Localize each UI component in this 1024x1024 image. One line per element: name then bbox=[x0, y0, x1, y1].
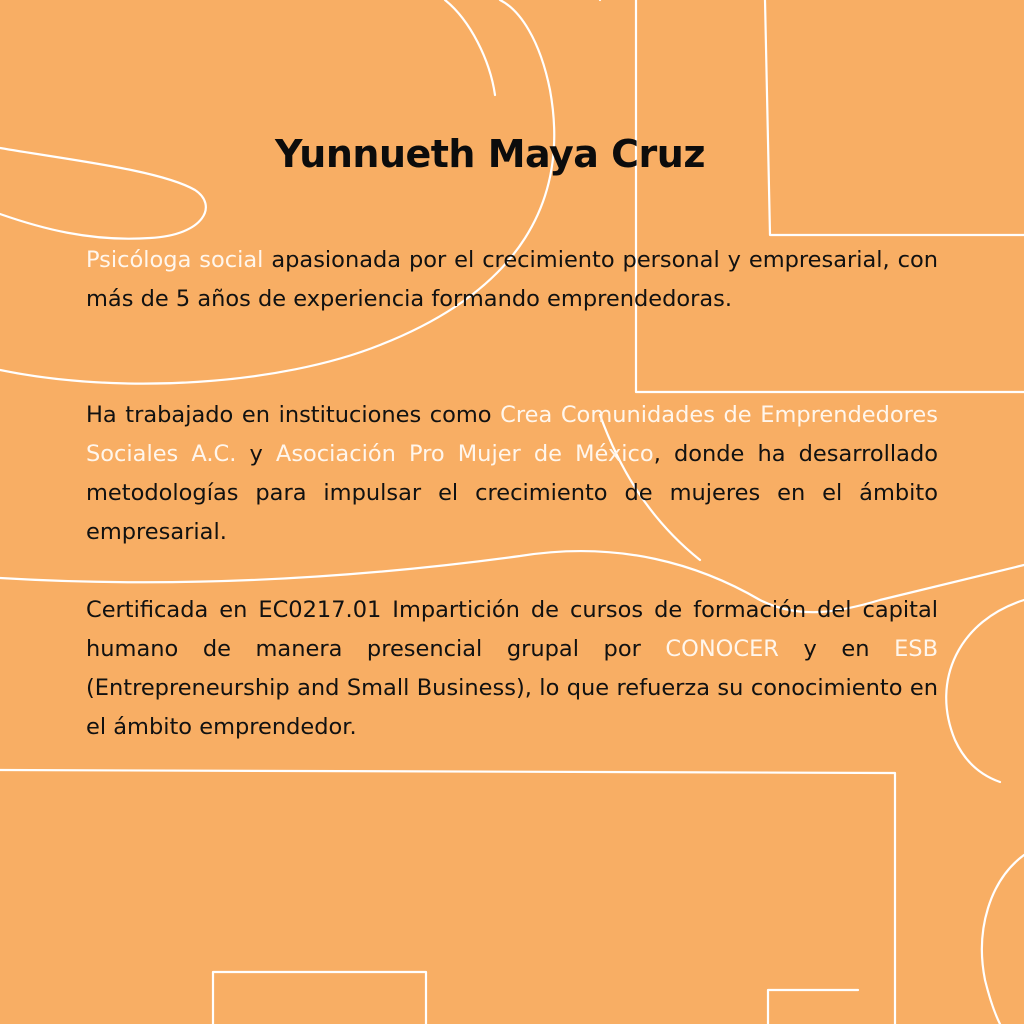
outline-block-lower bbox=[636, 0, 1024, 392]
highlight-institution-1: Crea Comunidades de Emprendedores Sociales A.C. bbox=[86, 402, 938, 467]
outline-rect-bottom bbox=[213, 972, 426, 1024]
bio-text: Ha trabajado en instituciones como bbox=[86, 402, 501, 428]
highlight-role: Psicóloga social bbox=[86, 247, 264, 273]
bio-text: apasionada por el crecimiento personal y empresarial, con más de 5 años de experiencia formando emprendedoras. bbox=[86, 247, 939, 312]
outline-rect-bottom-right bbox=[768, 990, 858, 1024]
bio-paragraph-1 bbox=[86, 241, 938, 319]
highlight-certifier-2: ESB bbox=[894, 636, 939, 662]
profile-name: Yunnueth Maya Cruz bbox=[275, 132, 705, 176]
outline-circle-bottom bbox=[982, 855, 1024, 1024]
bio-paragraph-2 bbox=[86, 396, 938, 552]
outline-s-top bbox=[445, 0, 495, 95]
bio-text: , donde ha desarrollado metodologías para impulsar el crecimiento de mujeres en el ámbito empresarial. bbox=[86, 441, 938, 545]
outline-s-body bbox=[0, 0, 554, 384]
bio-paragraph-3 bbox=[86, 591, 938, 747]
outline-block-right bbox=[600, 0, 1024, 235]
highlight-institution-2: Asociación Pro Mujer de México bbox=[275, 441, 654, 467]
bio-text: y bbox=[236, 441, 276, 467]
outline-block-bottom bbox=[0, 770, 895, 1024]
bio-text: y en bbox=[778, 636, 895, 662]
highlight-certifier-1: CONOCER bbox=[665, 636, 779, 662]
bio-text: (Entrepreneurship and Small Business), lo que refuerza su conocimiento en el ámbito emprendedor. bbox=[86, 675, 938, 740]
outline-circle-right bbox=[946, 600, 1024, 782]
bio-text: Certificada en EC0217.01 Impartición de cursos de formación del capital humano de manera presencial grupal por bbox=[86, 597, 938, 662]
